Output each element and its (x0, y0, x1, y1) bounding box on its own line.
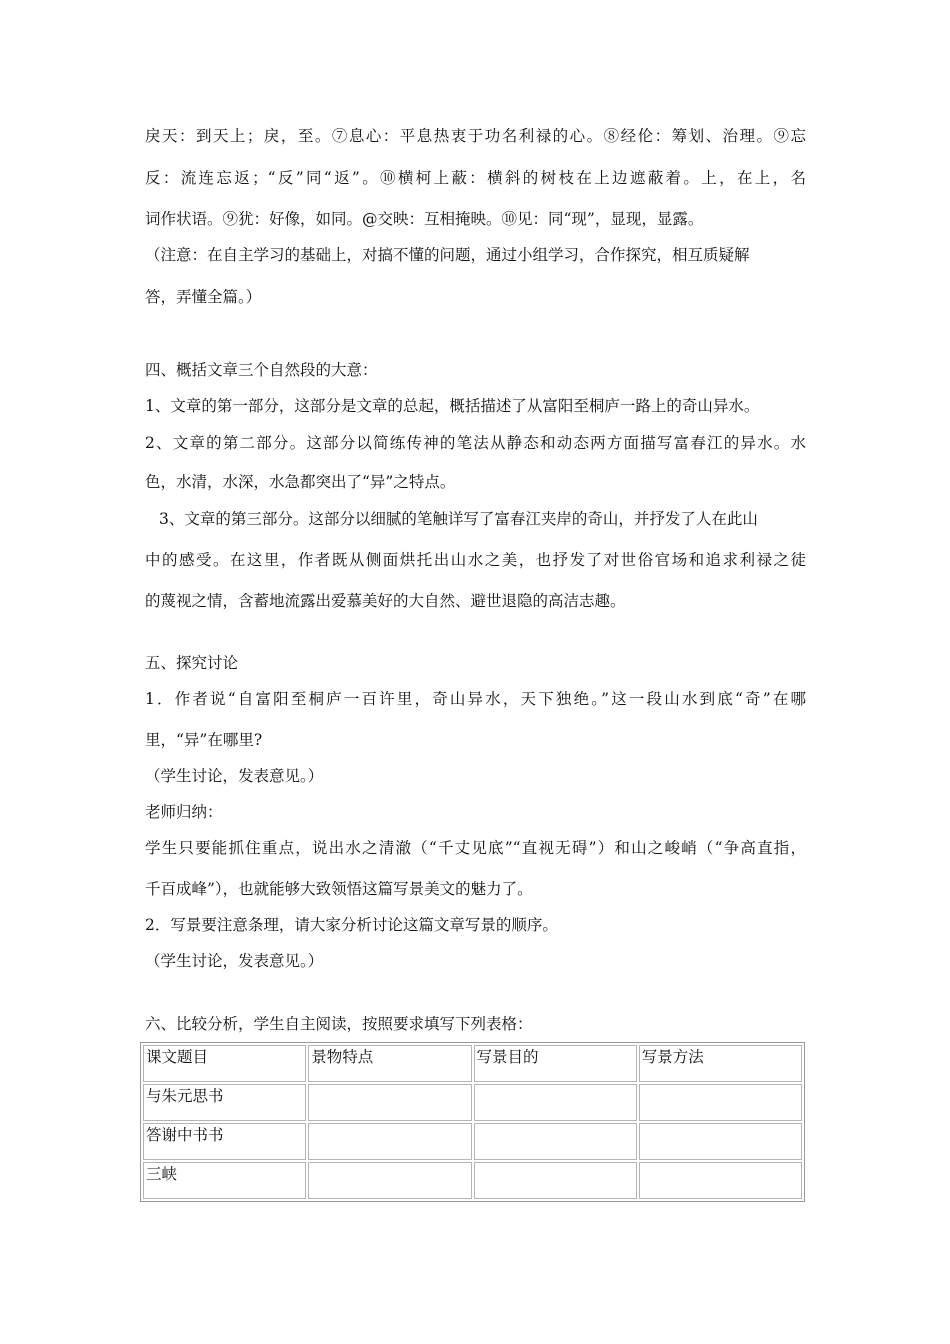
table-cell: 答谢中书书 (143, 1123, 306, 1160)
table-cell (639, 1162, 802, 1199)
section-heading: 六、比较分析，学生自主阅读，按照要求填写下列表格： (145, 1015, 533, 1033)
paragraph-line: 老师归纳： (145, 803, 223, 821)
section-heading: 四、概括文章三个自然段的大意： (145, 361, 378, 379)
paragraph-line: 中的感受。在这里，作者既从侧面烘托出山水之美，也抒发了对世俗官场和追求利禄之徒 (145, 551, 806, 569)
section-heading: 五、探究讨论 (145, 654, 239, 672)
paragraph-line: 3、文章的第三部分。这部分以细腻的笔触详写了富春江夹岸的奇山，并抒发了人在此山 (159, 510, 758, 528)
table-header-cell: 景物特点 (308, 1045, 471, 1082)
paragraph-line: （学生讨论，发表意见。） (145, 767, 324, 785)
paragraph-line: 学生只要能抓住重点，说出水之清澈（“千丈见底”“直视无碍”）和山之峻峭（“争高直指， (145, 839, 806, 857)
table-cell: 与朱元思书 (143, 1084, 306, 1121)
table-cell (474, 1084, 637, 1121)
table-header-row (143, 1045, 802, 1082)
table-cell (308, 1123, 471, 1160)
paragraph-line: 2．写景要注意条理，请大家分析讨论这篇文章写景的顺序。 (145, 916, 558, 934)
notes-line: 词作状语。⑨犹：好像，如同。@交映：互相掩映。⑩见：同“现”，显现，显露。 (145, 210, 704, 228)
table-header-cell: 课文题目 (143, 1045, 306, 1082)
paragraph-line: 千百成峰”），也就能够大致领悟这篇写景美文的魅力了。 (145, 880, 533, 898)
table-row (143, 1162, 802, 1199)
paragraph-line: 2、文章的第二部分。这部分以简练传神的笔法从静态和动态两方面描写富春江的异水。水 (145, 434, 806, 452)
paragraph-line: 色，水清，水深，水急都突出了“异”之特点。 (145, 473, 456, 491)
table-header-cell: 写景方法 (639, 1045, 802, 1082)
paragraph-line: 的蔑视之情，含蓄地流露出爱慕美好的大自然、避世退隐的高洁志趣。 (145, 592, 626, 610)
notes-line: 答，弄懂全篇。） (145, 288, 262, 306)
paragraph-line: 里，“异”在哪里? (145, 731, 263, 749)
table-cell (474, 1123, 637, 1160)
table-row (143, 1084, 802, 1121)
table-cell: 三峡 (143, 1162, 306, 1199)
comparison-table (140, 1042, 805, 1202)
table-cell (308, 1084, 471, 1121)
table-cell (474, 1162, 637, 1199)
table-cell (639, 1084, 802, 1121)
table-header-cell: 写景目的 (474, 1045, 637, 1082)
table-cell (639, 1123, 802, 1160)
table-row (143, 1123, 802, 1160)
table-cell (308, 1162, 471, 1199)
notes-line: 反：流连忘返；“反”同“返”。⑩横柯上蔽：横斜的树枝在上边遮蔽着。上，在上，名 (145, 169, 806, 187)
paragraph-line: （学生讨论，发表意见。） (145, 952, 324, 970)
notes-line: （注意：在自主学习的基础上，对搞不懂的问题，通过小组学习，合作探究，相互质疑解 (145, 246, 750, 264)
paragraph-line: 1、文章的第一部分，这部分是文章的总起，概括描述了从富阳至桐庐一路上的奇山异水。 (145, 397, 760, 415)
notes-line: 戾天：到天上；戾，至。⑦息心：平息热衷于功名利禄的心。⑧经伦：筹划、治理。⑨忘 (145, 127, 806, 145)
paragraph-line: 1．作者说“自富阳至桐庐一百许里，奇山异水，天下独绝。”这一段山水到底“奇”在哪 (145, 690, 806, 708)
